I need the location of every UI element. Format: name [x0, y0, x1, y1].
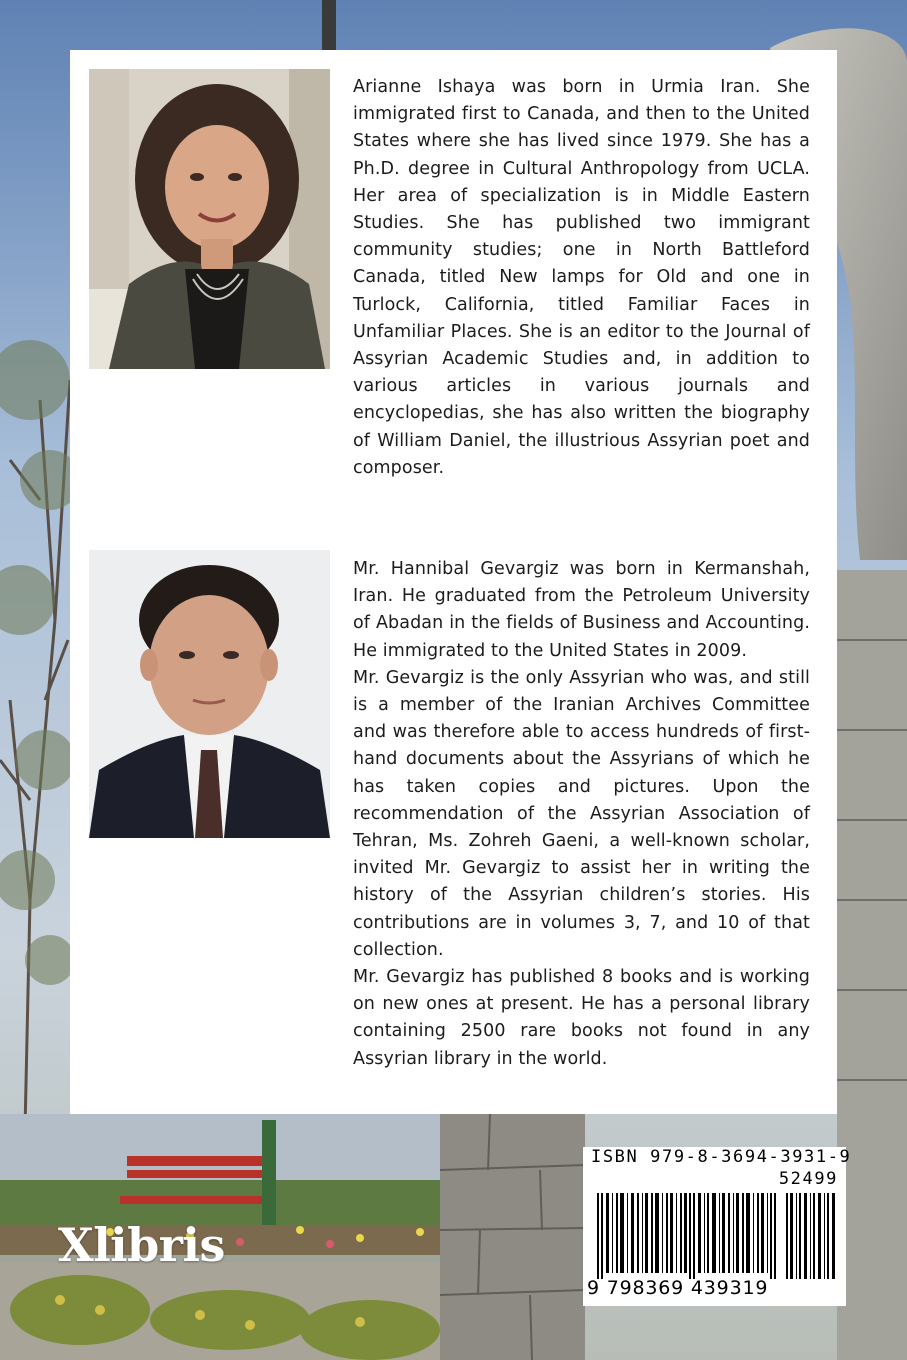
bio-paragraph: Mr. Gevargiz is the only Assyrian who was, and still is a member of the Iranian Archives Committee and was therefore able to access hundreds of first-hand documents about the Assyrians of which he has taken copies and pictures. Upon the recommendation of the Assyrian Association of Tehran, Ms. Zohreh Gaeni, a well-known scholar, invited Mr. Gevargiz to assist her in writing the history of the Assyrian children’s stories. His contributions are in volumes 3, 7, and 10 of that collection. — [353, 667, 810, 960]
bio-paragraph: Mr. Gevargiz has published 8 books and is working on new ones at present. He has a personal library containing 2500 rare books not found in any Assyrian library in the world. — [353, 967, 810, 1069]
price-code: 52499 — [778, 1169, 838, 1189]
author-bio-hannibal — [353, 556, 810, 1073]
author-bio-panel — [70, 50, 837, 1114]
author-bio-arianne — [353, 74, 810, 482]
author-photo-hannibal — [89, 550, 330, 838]
isbn-barcode — [583, 1147, 852, 1306]
bio-paragraph: Mr. Hannibal Gevargiz was born in Kermanshah, Iran. He graduated from the Petroleum University of Abadan in the fields of Business and Accounting. He immigrated to the United States in 2009. — [353, 559, 810, 661]
author-photo-arianne — [89, 69, 330, 369]
isbn-label: ISBN 979-8-3694-3931-9 — [591, 1147, 852, 1167]
publisher-logo: Xlibris — [58, 1218, 225, 1272]
barcode-digits: 9 798369 439319 — [587, 1277, 769, 1299]
bio-paragraph: Arianne Ishaya was born in Urmia Iran. She immigrated first to Canada, and then to the United States where she has lived since 1979. She has a Ph.D. degree in Cultural Anthropology from UCLA. Her area of specialization is in Middle Eastern Studies. She has published two immigrant community studies; one in North Battleford Canada, titled New lamps for Old and one in Turlock, California, titled Familiar Faces in Unfamiliar Places. She is an editor to the Journal of Assyrian Academic Studies and, in addition to various articles in various journals and encyclopedias, she has also written the biography of William Daniel, the illustrious Assyrian poet and composer. — [353, 77, 810, 478]
